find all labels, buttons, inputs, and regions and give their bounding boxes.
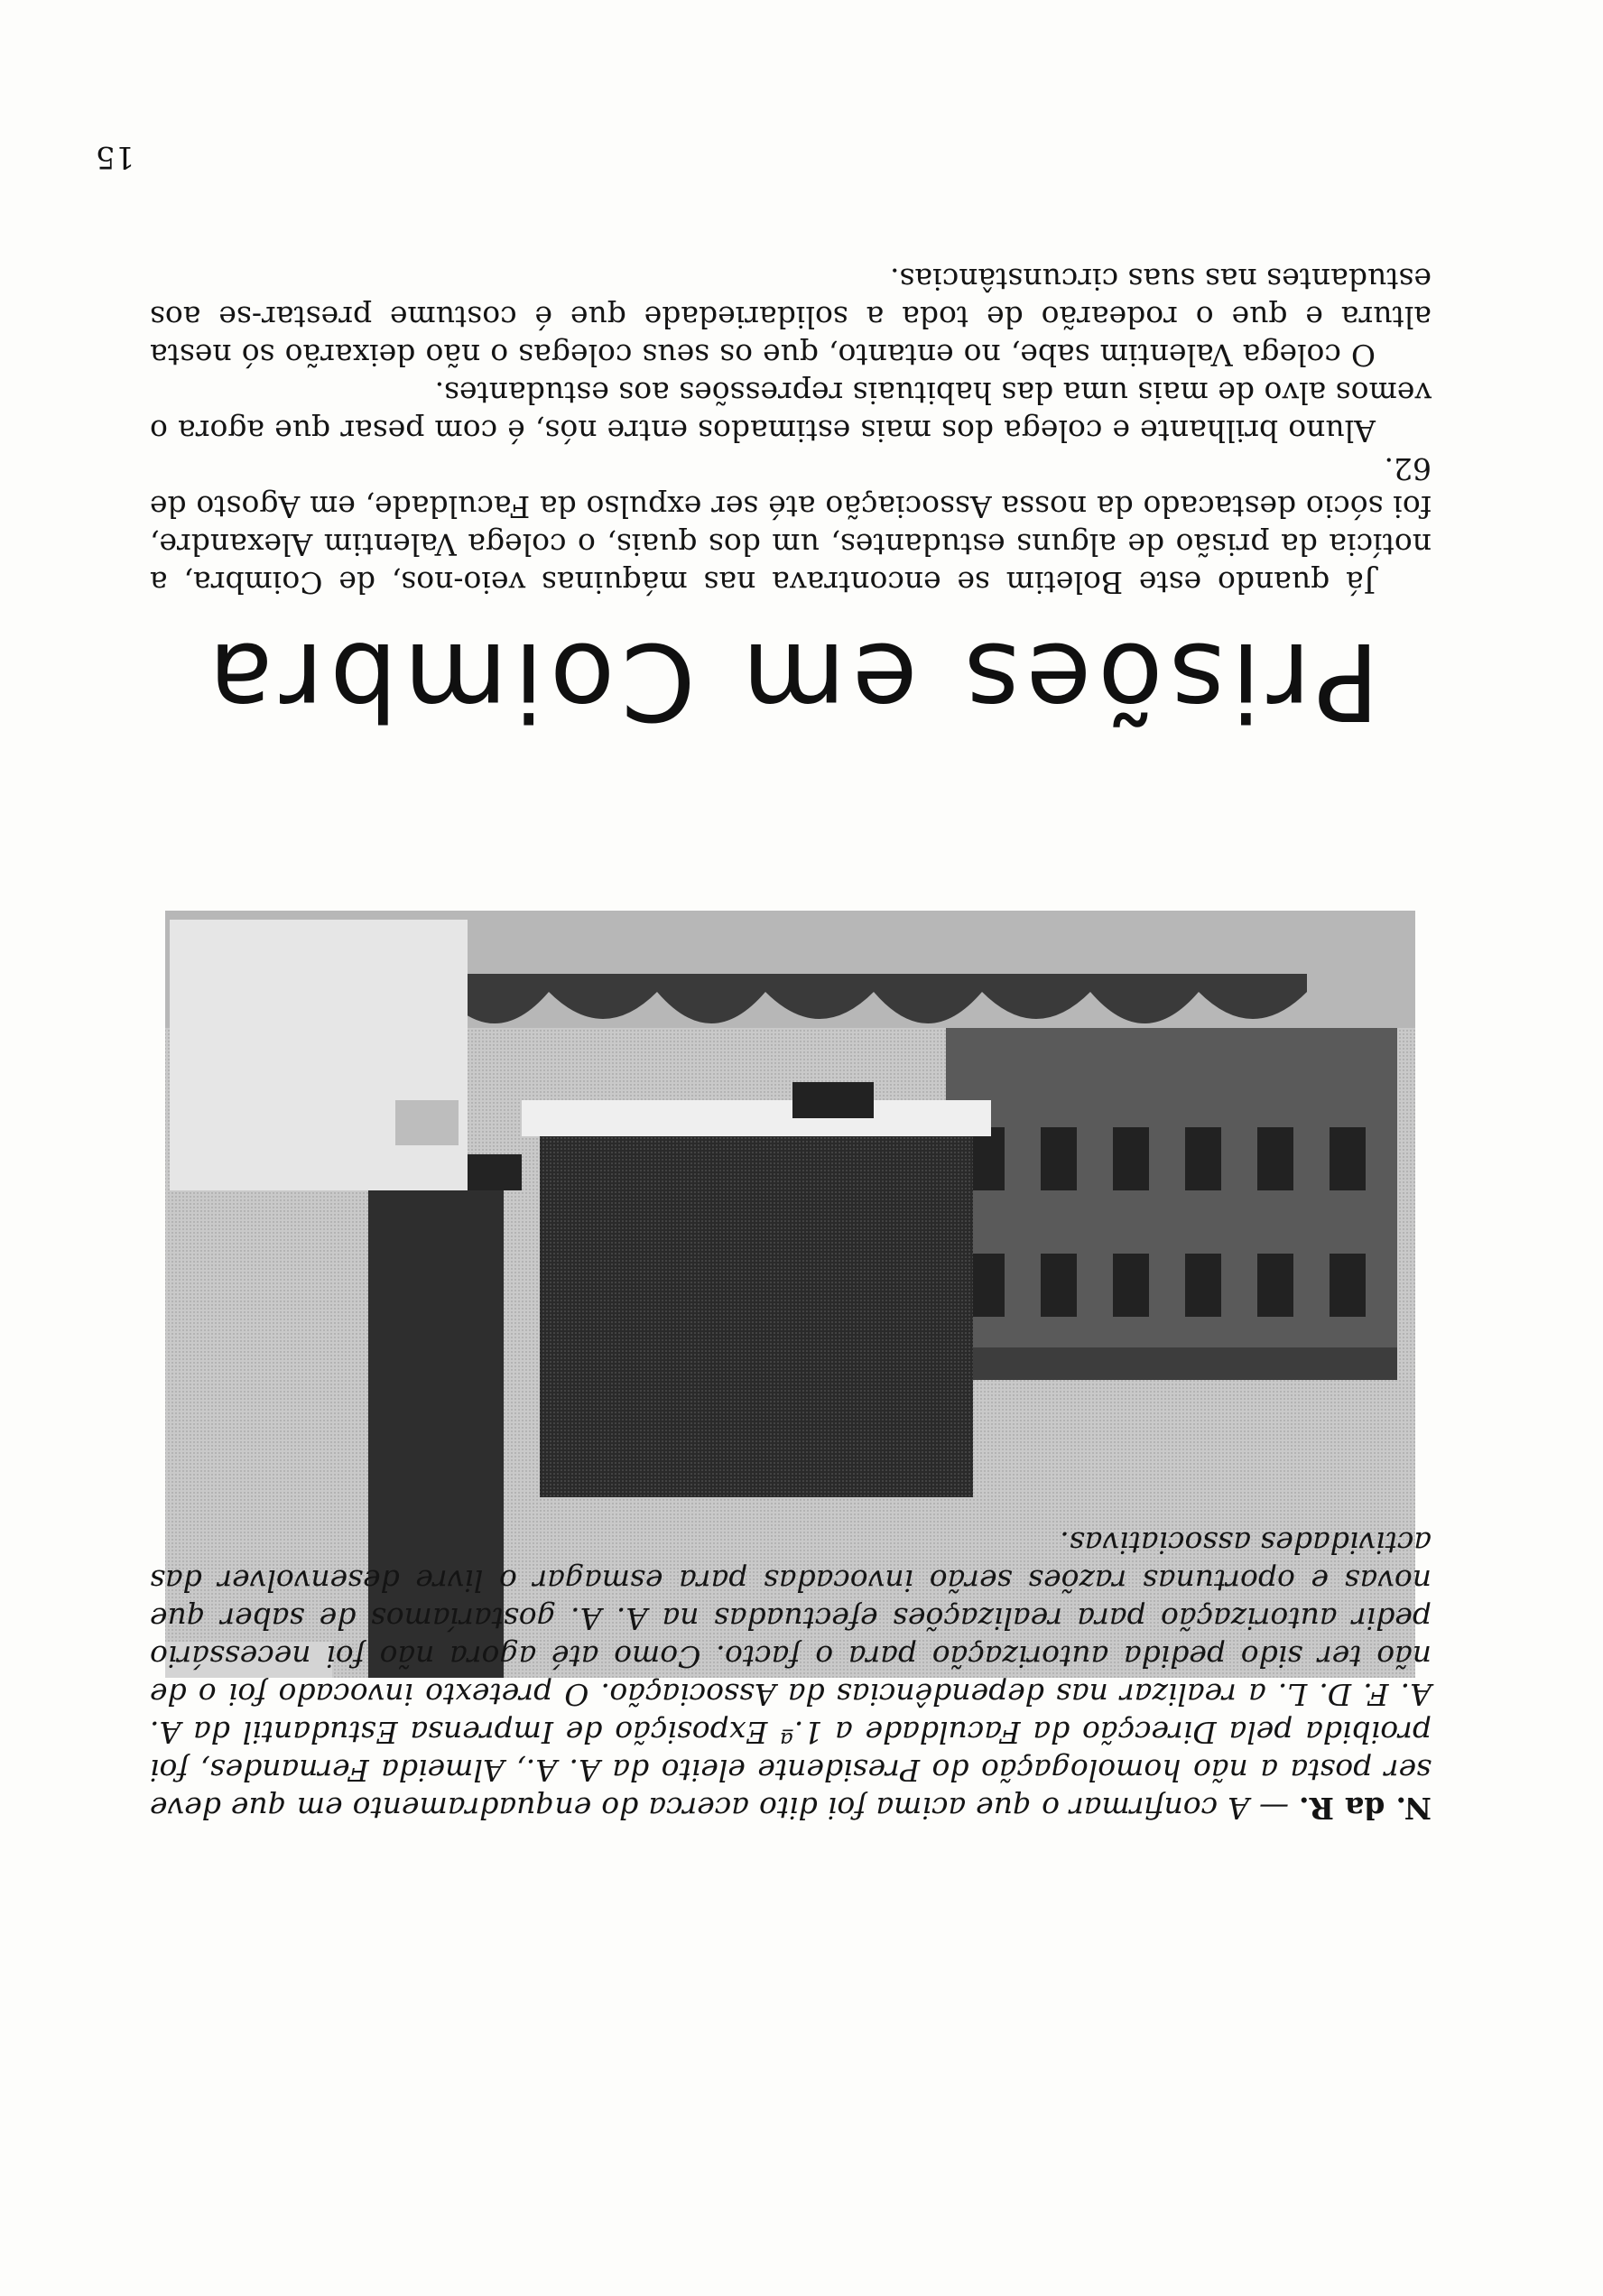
paragraph: Já quando este Boletim se encontrava nas máquinas veio-nos, de Coimbra, a notícia da prisão de alguns estudantes, um dos quais, o colega Valentim Alexandre, foi sócio destacado da nossa Associação até ser expulso da Faculdade, em Agosto de 62. xyxy=(150,451,1432,600)
editorial-note xyxy=(150,1523,1432,1827)
paragraph: Aluno brilhante e colega dos mais estimados entre nós, é com pesar que agora o vemos alvo de mais uma das habituais repressões aos estudantes. xyxy=(150,375,1432,449)
article-title: Prisões em Coimbra xyxy=(201,619,1380,744)
note-lead: N. da R. xyxy=(1299,1791,1432,1826)
paragraph: O colega Valentim sabe, no entanto, que os seus colegas o não deixarão só nesta altura e que o rodearão de toda a solidariedade que é costume prestar-se aos estudantes nas suas circunstâncias. xyxy=(150,262,1432,373)
article-body xyxy=(150,260,1432,601)
page-number: 15 xyxy=(96,139,135,175)
note-text: — A confirmar o que acima foi dito acerca do enquadramento em que deve ser posta a não homologação do Presidente eleito da A. A., Almeida Fernandes, foi proibida pela Direcção da Faculdade a 1.ª Exposição de Imprensa Estudantil da A. A. F. D. L. a realizar nas dependências da Associação. O pretexto invocado foi o de não ter sido pedida autorização para o facto. Como até agora não foi necessário pedir autorização para realizações efectuadas na A. A. gostaríamos de saber que novas e oportunas razões serão invocadas para esmagar o livre desenvolver das actividades associativas. xyxy=(150,1525,1432,1826)
